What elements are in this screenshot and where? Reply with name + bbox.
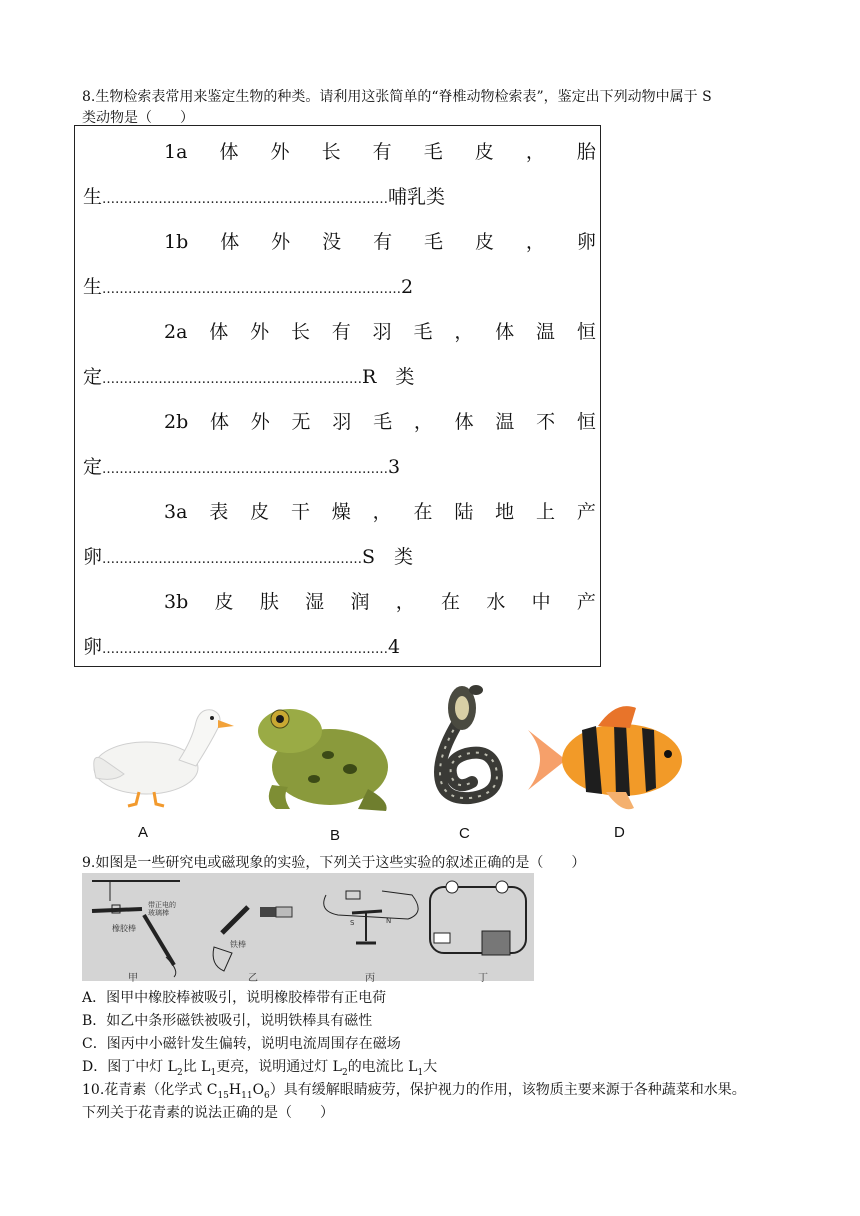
- experiment-jia-drawing: [92, 881, 180, 977]
- key-char: 上: [536, 501, 556, 523]
- key-char: 温: [495, 411, 515, 433]
- option-a-label: A: [138, 824, 149, 841]
- q9-choice-a: A．图甲中橡胶棒被吸引，说明橡胶棒带有正电荷: [82, 990, 387, 1006]
- key-char: 湿: [305, 591, 325, 613]
- duck-image: [84, 700, 236, 810]
- key-row-1b-tail: [83, 275, 413, 302]
- key-result: S 类: [362, 546, 414, 568]
- key-code: 3b: [164, 591, 189, 613]
- key-char: 毛: [424, 231, 444, 253]
- experiment-yi-drawing: [213, 907, 292, 971]
- q9-choice-b: B．如乙中条形磁铁被吸引，说明铁棒具有磁性: [82, 1013, 373, 1029]
- key-row-3b-lead: [164, 590, 596, 614]
- key-row-1a-tail: [83, 185, 445, 212]
- key-result: 2: [401, 276, 414, 298]
- key-result: 4: [388, 636, 401, 658]
- key-char: 毛: [423, 141, 443, 163]
- key-char: 燥: [331, 501, 351, 523]
- key-char: 在: [413, 501, 433, 523]
- key-code: 1a: [164, 141, 188, 163]
- leader-dots: …………………………………………………………: [102, 192, 389, 207]
- key-row-2a-lead: [164, 320, 596, 344]
- key-char: 干: [290, 501, 310, 523]
- key-row-3a-lead: [164, 500, 596, 524]
- key-code: 2a: [164, 321, 188, 343]
- panel-jia-label: 甲: [128, 973, 138, 984]
- q9-stem: 9.如图是一些研究电或磁现象的实验，下列关于这些实验的叙述正确的是（ ）: [82, 855, 586, 871]
- key-char: 恒: [576, 411, 596, 433]
- key-char: 毛: [373, 411, 393, 433]
- key-char: 皮: [214, 591, 234, 613]
- key-char: 卵: [576, 231, 596, 253]
- key-char: ，: [525, 231, 545, 253]
- key-char: ，: [395, 591, 415, 613]
- q8-stem-line1: 8.生物检索表常用来鉴定生物的种类。请利用这张简单的“脊椎动物检索表”，鉴定出下列动物中属于 S: [82, 89, 712, 105]
- key-char: 表: [209, 501, 229, 523]
- needle-n-label: N: [386, 917, 392, 925]
- key-char: ，: [525, 141, 545, 163]
- key-row-2b-lead: [164, 410, 596, 434]
- q8-stem-line2: 类动物是（ ）: [82, 110, 194, 126]
- key-code: 3a: [164, 501, 188, 523]
- leader-dots: …………………………………………………………: [102, 462, 389, 477]
- key-char: 产: [576, 501, 596, 523]
- key-char: 体: [454, 411, 474, 433]
- key-char: 羽: [332, 411, 352, 433]
- panel-yi-label: 乙: [248, 973, 258, 984]
- key-code: 2b: [164, 411, 189, 433]
- key-char: 皮: [474, 141, 494, 163]
- key-char: 定: [83, 456, 103, 478]
- key-char: 中: [531, 591, 551, 613]
- needle-s-label: S: [350, 919, 355, 927]
- key-char: 有: [372, 141, 392, 163]
- key-result: 哺乳类: [388, 186, 446, 208]
- key-code: 1b: [164, 231, 189, 253]
- key-char: 卵: [83, 546, 103, 568]
- key-char: 润: [350, 591, 370, 613]
- experiment-bing-drawing: [324, 891, 418, 943]
- panel-ding-label: 丁: [478, 973, 488, 984]
- rubber-rod-label: 橡胶棒: [112, 924, 136, 933]
- key-result: R 类: [362, 366, 415, 388]
- key-row-3a-tail: [83, 545, 413, 572]
- q10-stem-line1: 10.花青素（化学式 $C_{15}H_{11}O_6$）具有缓解眼睛疲劳，保护视力的作用，该物质主要来源于各种蔬菜和水果。: [82, 1082, 746, 1101]
- key-char: 有: [331, 321, 351, 343]
- key-char: 体: [219, 141, 239, 163]
- key-char: 水: [486, 591, 506, 613]
- key-char: 地: [495, 501, 515, 523]
- q9-choice-d: D．图丁中灯 $L_2$比 $L_1$更亮，说明通过灯 $L_2$的电流比 $L_1$大: [82, 1059, 438, 1078]
- leader-dots: ……………………………………………………: [102, 372, 363, 387]
- key-char: 羽: [372, 321, 392, 343]
- key-char: 体: [495, 321, 515, 343]
- key-char: 体: [209, 321, 229, 343]
- leader-dots: ……………………………………………………: [102, 552, 363, 567]
- q9-choice-c: C．图丙中小磁针发生偏转，说明电流周围存在磁场: [82, 1036, 401, 1052]
- experiment-figure: [82, 873, 534, 984]
- key-char: 外: [271, 231, 291, 253]
- key-row-2b-tail: [83, 455, 400, 482]
- frog-image: [250, 697, 398, 817]
- key-char: 有: [373, 231, 393, 253]
- key-char: 皮: [474, 231, 494, 253]
- key-char: 体: [210, 411, 230, 433]
- key-char: 产: [576, 591, 596, 613]
- key-char: 毛: [413, 321, 433, 343]
- option-d-label: D: [614, 824, 625, 841]
- key-char: 皮: [250, 501, 270, 523]
- key-char: 在: [441, 591, 461, 613]
- key-row-2a-tail: [83, 365, 414, 392]
- key-char: 定: [83, 366, 103, 388]
- option-b-label: B: [330, 827, 341, 844]
- key-char: 外: [250, 321, 270, 343]
- leader-dots: …………………………………………………………: [102, 642, 389, 657]
- key-row-1a-lead: [164, 140, 596, 164]
- key-char: 温: [536, 321, 556, 343]
- panel-bing-label: 丙: [365, 973, 375, 984]
- key-char: 陆: [454, 501, 474, 523]
- key-char: 生: [83, 276, 103, 298]
- key-char: 长: [321, 141, 341, 163]
- key-char: 没: [322, 231, 342, 253]
- key-char: 外: [250, 411, 270, 433]
- key-char: ，: [454, 321, 474, 343]
- vertebrate-key-table: [74, 125, 601, 667]
- snake-image: [410, 682, 512, 812]
- fish-image: [526, 700, 686, 815]
- key-char: 外: [270, 141, 290, 163]
- key-char: 体: [220, 231, 240, 253]
- key-row-1b-lead: [164, 230, 596, 254]
- key-result: 3: [388, 456, 401, 478]
- iron-rod-label: 铁棒: [230, 940, 246, 949]
- key-row-3b-tail: [83, 635, 400, 662]
- q10-stem-line2: 下列关于花青素的说法正确的是（ ）: [82, 1105, 334, 1121]
- key-char: 不: [536, 411, 556, 433]
- key-char: 无: [291, 411, 311, 433]
- key-char: 恒: [576, 321, 596, 343]
- key-char: 肤: [259, 591, 279, 613]
- key-char: ，: [413, 411, 433, 433]
- glass-rod-label: 带正电的玻璃棒: [148, 901, 176, 917]
- leader-dots: ……………………………………………………………: [102, 282, 402, 297]
- key-char: ，: [372, 501, 392, 523]
- option-c-label: C: [459, 825, 470, 842]
- experiment-ding-drawing: [430, 881, 526, 955]
- key-char: 胎: [576, 141, 596, 163]
- key-char: 长: [290, 321, 310, 343]
- key-char: 卵: [83, 636, 103, 658]
- key-char: 生: [83, 186, 103, 208]
